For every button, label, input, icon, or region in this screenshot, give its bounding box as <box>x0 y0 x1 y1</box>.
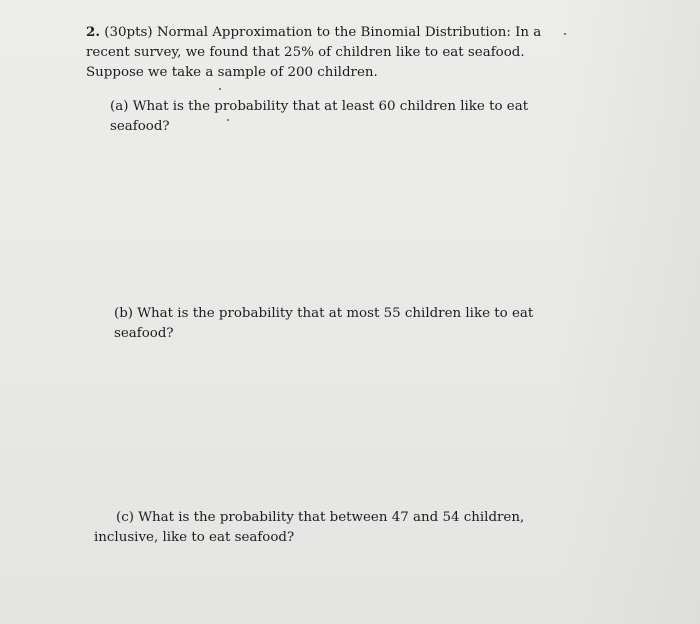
part-b-label: (b) <box>114 306 134 321</box>
problem-stem <box>86 22 566 83</box>
problem-text: Normal Approximation to the Binomial Distribution: In a recent survey, we found that 25% of children like to eat seafood. Suppose we take a sample of 200 children. <box>86 25 542 80</box>
part-c-question: What is the probability that between 47 and 54 children, inclusive, like to eat seafood? <box>94 510 525 545</box>
part-c-label: (c) <box>116 510 134 525</box>
part-b <box>114 304 584 344</box>
pen-mark <box>227 119 229 121</box>
part-b-question: What is the probability that at most 55 children like to eat seafood? <box>114 306 534 341</box>
part-a <box>110 97 580 137</box>
problem-number: 2. <box>86 24 100 40</box>
part-a-label: (a) <box>110 99 129 114</box>
part-a-question: What is the probability that at least 60 children like to eat seafood? <box>110 99 529 134</box>
part-c <box>94 508 564 548</box>
pen-mark <box>219 88 221 90</box>
problem-points: (30pts) <box>104 25 153 40</box>
pen-mark <box>564 33 566 35</box>
